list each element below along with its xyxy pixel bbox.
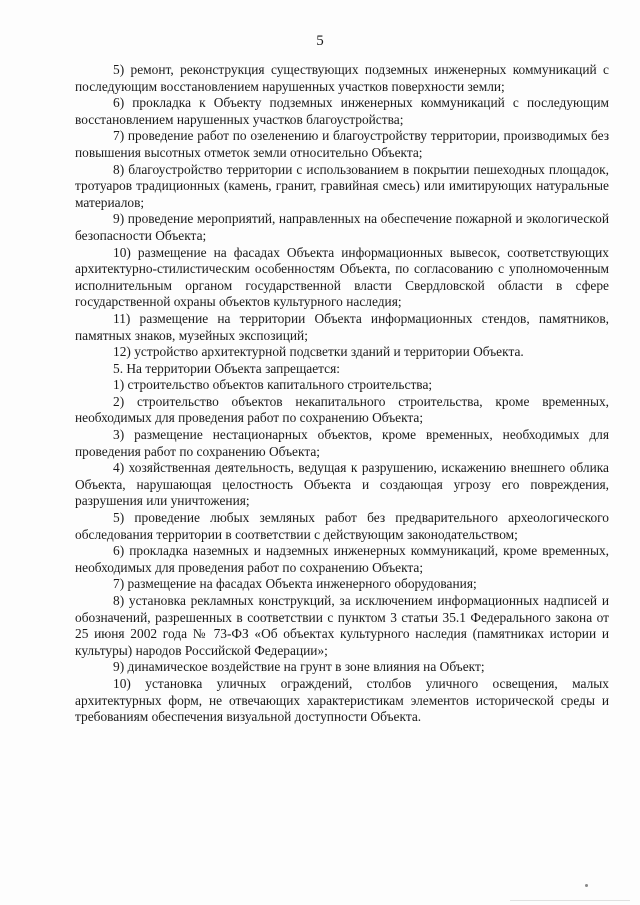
prohibition-item-4: 4) хозяйственная деятельность, ведущая к разрушению, искажению внешнего облика Объекта, нарушающая целостность Объекта и создающая угрозу его повреждения, разрушения или уничтожения;	[75, 460, 609, 509]
prohibition-item-10: 10) установка уличных ограждений, столбов уличного освещения, малых архитектурных форм, не отвечающих характеристикам элементов исторической среды и требованиям обеспечения визуальной доступности Объекта.	[75, 675, 609, 725]
scan-dot	[585, 884, 588, 887]
prohibition-item-1: 1) строительство объектов капитального строительства;	[113, 377, 433, 393]
prohibition-item-2: 2) строительство объектов некапитального строительства, кроме временных, необходимых для проведения работ по сохранению Объекта;	[75, 393, 609, 426]
paragraph-item-5: 5) ремонт, реконструкция существующих подземных инженерных коммуникаций с последующим восстановлением нарушенных участков поверхности земли;	[75, 62, 609, 94]
prohibition-item-9: 9) динамическое воздействие на грунт в зоне влияния на Объект;	[113, 659, 485, 675]
paragraph-item-11: 11) размещение на территории Объекта информационных стендов, памятников, памятных знаков, музейных экспозиций;	[75, 310, 609, 343]
page-number: 5	[316, 33, 324, 49]
prohibition-item-5: 5) проведение любых земляных работ без предварительного археологического обследования территории в соответствии с действующим законодательством;	[75, 510, 609, 542]
paragraph-item-10: 10) размещение на фасадах Объекта информационных вывесок, соответствующих архитектурно-стилистическим особенностям Объекта, по согласованию с уполномоченным исполнительным органом государственной власти Свердловской области в сфере государственной охраны объектов культурного наследия;	[75, 244, 609, 310]
paragraph-item-12: 12) устройство архитектурной подсветки зданий и территории Объекта.	[113, 344, 524, 360]
prohibition-item-8: 8) установка рекламных конструкций, за исключением информационных надписей и обозначений, разрешенных в соответствии с пунктом 3 статьи 35.1 Федерального закона от 25 июня 2002 года № 73-ФЗ «Об объектах культурного наследия (памятниках истории и культуры) народов Российской Федерации»;	[75, 593, 609, 658]
paragraph-item-7: 7) проведение работ по озеленению и благоустройству территории, производимых без повышения высотных отметок земли относительно Объекта;	[75, 128, 609, 160]
prohibition-item-3: 3) размещение нестационарных объектов, кроме временных, необходимых для проведения работ по сохранению Объекта;	[75, 427, 609, 459]
section-5-heading: 5. На территории Объекта запрещается:	[113, 360, 340, 376]
paragraph-item-6: 6) прокладка к Объекту подземных инженерных коммуникаций с последующим восстановлением нарушенных участков благоустройства;	[75, 95, 609, 127]
prohibition-item-6: 6) прокладка наземных и надземных инженерных коммуникаций, кроме временных, необходимых для проведения работ по сохранению Объекта;	[75, 543, 609, 575]
paragraph-item-9: 9) проведение мероприятий, направленных на обеспечение пожарной и экологической безопасности Объекта;	[75, 211, 609, 243]
paragraph-item-8: 8) благоустройство территории с использованием в покрытии пешеходных площадок, тротуаров традиционных (камень, гранит, гравийная смесь) или имитирующих натуральные материалов;	[75, 161, 609, 210]
document-body	[75, 62, 609, 726]
prohibition-item-7: 7) размещение на фасадах Объекта инженерного оборудования;	[113, 576, 477, 592]
scan-edge-line	[510, 900, 630, 901]
